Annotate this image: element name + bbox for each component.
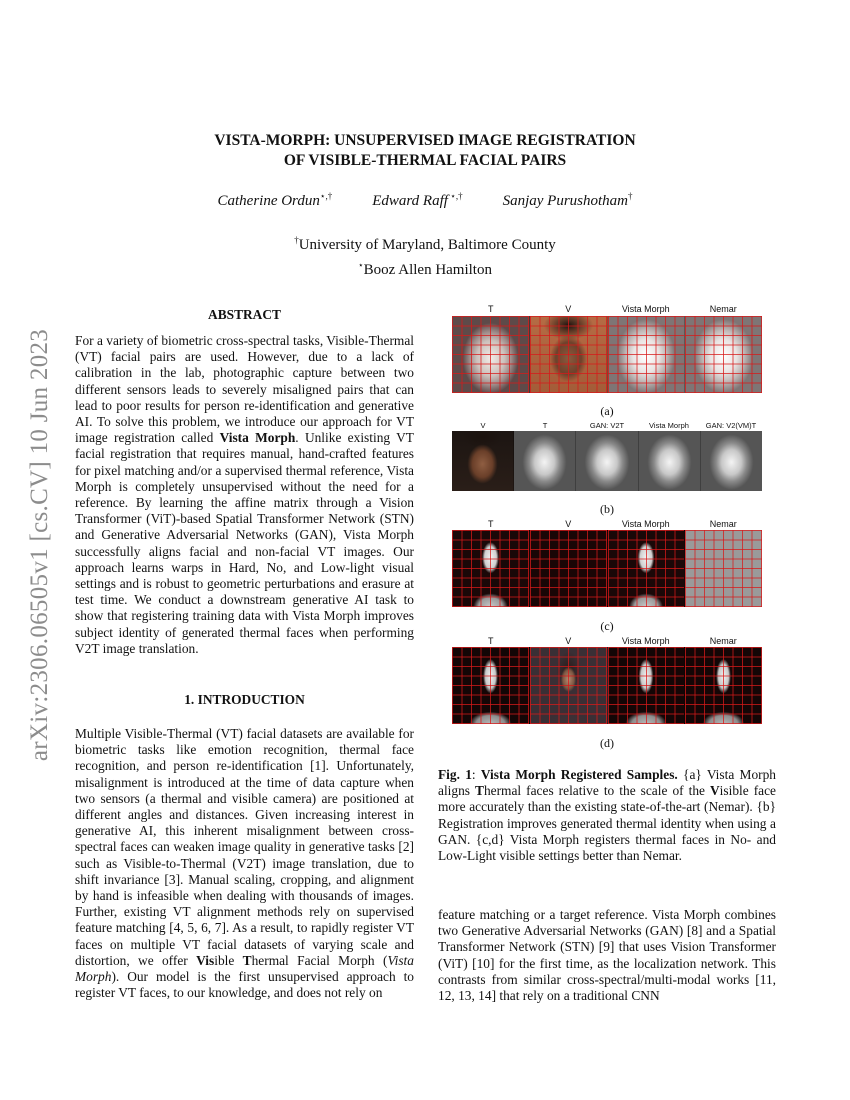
abstract-body bbox=[75, 333, 414, 657]
paper-title bbox=[0, 131, 850, 171]
panel-label: GAN: V2T bbox=[589, 421, 625, 430]
introduction-paragraph bbox=[75, 726, 414, 1001]
panel-label: Nemar bbox=[709, 636, 737, 646]
panel-label: T bbox=[488, 519, 494, 529]
affiliation bbox=[0, 230, 850, 255]
figure-caption-paragraph bbox=[438, 767, 776, 864]
panel-label: Vista Morph bbox=[621, 519, 670, 529]
author-name: Edward Raff bbox=[372, 193, 448, 209]
panel-label: T bbox=[488, 304, 494, 314]
intro-text-1: Multiple Visible-Thermal (VT) facial datasets are available for biometric tasks like emotion recognition, thermal face recognition, and person re-identification [1]. Unfortunately, misalignment is introduced at the time of data capture when two sensors (a thermal and visible camera) are positioned at different angles and distances. Given increasing interest in generative AI, this inherent misalignment between cross-spectral faces can weaken image quality in generative tasks [2] such as Visible-to-Thermal (V2T) image translation, due to shift invariance [3]. Manual scaling, cropping, and alignment by hand is infeasible when dealing with thousands of images. Further, existing VT alignment methods rely on supervised feature matching [4, 5, 6, 7]. As a result, to rapidly register VT faces on multiple VT facial datasets of varying scale and distortion, we offer bbox=[75, 726, 414, 968]
affiliation-mark: † bbox=[294, 235, 299, 245]
author-name: Sanjay Purushotham bbox=[502, 193, 628, 209]
author bbox=[503, 191, 633, 210]
thermal-body-image bbox=[452, 530, 530, 607]
panel-label: V bbox=[565, 519, 572, 529]
figure-caption-text-3: isible face more accurately than the existing state-of-the-art (Nemar). {b} Registration improves generated thermal identity when using a GAN. {c,d} Vista Morph registers thermal faces in No- and Low-Light visible settings better than Nemar. bbox=[438, 783, 776, 864]
vista-morph-body-image bbox=[608, 647, 686, 724]
panel-label: Nemar bbox=[709, 304, 737, 314]
title-line-2: OF VISIBLE-THERMAL FACIAL PAIRS bbox=[283, 152, 567, 169]
figure-label: Fig. 1 bbox=[438, 767, 472, 782]
author-marks: ⋆,† bbox=[447, 191, 463, 201]
abstract-text-1: For a variety of biometric cross-spectral tasks, Visible-Thermal (VT) facial pairs are used. However, due to a lack of calibration in the lab, photographic capture between two different sensors leads to severely misaligned pairs that can lead to poor results for person re-identification and generative AI. To solve this problem, we introduce our approach for VT image registration called bbox=[75, 333, 414, 446]
author-marks: † bbox=[628, 191, 633, 201]
thermal-face-image bbox=[514, 431, 576, 491]
vista-morph-face-image bbox=[639, 431, 701, 491]
row-c-labels bbox=[452, 519, 762, 529]
row-b-labels bbox=[452, 421, 762, 430]
abstract-text-2: . Unlike existing VT facial registration that requires manual, hand-crafted features for pixel matching and/or a supervised thermal reference, Vista Morph is completely unsupervised without the need for a reference. By learning the affine matrix through a Vision Transformer (ViT)-based Spatial Transformer Network (STN) and Generative Adversarial Networks (GAN), Vista Morph successfully aligns facial and non-facial VT images. Our approach learns warps in Hard, No, and Low-light visual settings and is robust to geometric perturbations and erasure at test time. We conduct a downstream generative AI task to show that registering training data with Vista Morph improves subject identity of generated thermal faces when performing V2T image translation. bbox=[75, 430, 414, 656]
row-b-caption: (b) bbox=[600, 502, 614, 516]
abstract-paragraph bbox=[75, 333, 414, 657]
visible-dark-image bbox=[530, 530, 608, 607]
arxiv-id: arXiv:2306.06505v1 [cs.CV] 10 Jun 2023 bbox=[26, 328, 54, 762]
figure-caption-colon: : bbox=[471, 767, 481, 782]
nemar-body-image bbox=[685, 530, 762, 607]
thermal-body-image bbox=[452, 647, 530, 724]
panel-label: T bbox=[488, 636, 494, 646]
author-marks: ⋆,† bbox=[319, 191, 333, 201]
row-d-images bbox=[452, 647, 762, 724]
author-name: Catherine Ordun bbox=[217, 193, 320, 209]
panel-label: V bbox=[565, 304, 572, 314]
row-c-caption: (c) bbox=[600, 619, 614, 633]
row-a-caption: (a) bbox=[600, 404, 614, 418]
visible-face-image bbox=[452, 431, 514, 491]
affiliations bbox=[0, 230, 850, 280]
row-d-caption: (d) bbox=[600, 736, 614, 750]
intro-text-4: ). Our model is the first unsupervised approach to register VT faces, to our knowledge, and does not rely on bbox=[75, 969, 414, 1001]
panel-label: Nemar bbox=[709, 519, 737, 529]
panel-label: Vista Morph bbox=[621, 304, 670, 314]
figure-caption-bold-1: T bbox=[475, 783, 484, 799]
abstract-bold-term: Vista Morph bbox=[219, 430, 296, 446]
introduction-body bbox=[75, 726, 414, 1001]
thermal-face-image bbox=[452, 316, 530, 393]
row-b-images bbox=[452, 431, 762, 491]
row-a-images bbox=[452, 316, 762, 393]
panel-label: T bbox=[542, 421, 548, 430]
author-list bbox=[0, 191, 850, 210]
intro-text-2: ible bbox=[214, 952, 243, 968]
row-d-labels bbox=[452, 636, 762, 646]
panel-label: V bbox=[565, 636, 572, 646]
arxiv-stamp bbox=[22, 295, 58, 795]
affiliation bbox=[0, 255, 850, 280]
nemar-body-image bbox=[685, 647, 762, 724]
introduction-heading: 1. INTRODUCTION bbox=[184, 692, 305, 707]
affiliation-name: University of Maryland, Baltimore County bbox=[298, 237, 556, 253]
right-column-body bbox=[438, 907, 776, 1004]
affiliation-name: Booz Allen Hamilton bbox=[363, 262, 492, 278]
figure-caption-text-1: {a} Vista Morph aligns bbox=[438, 767, 776, 799]
gan-v2t-face-image bbox=[576, 431, 638, 491]
panel-label: GAN: V2(VM)T bbox=[705, 421, 757, 430]
title-line-1: VISTA-MORPH: UNSUPERVISED IMAGE REGISTRATION bbox=[214, 132, 636, 149]
intro-bold-1: Vis bbox=[196, 952, 215, 968]
panel-label: Vista Morph bbox=[649, 421, 689, 430]
intro-bold-2: T bbox=[242, 952, 252, 968]
body-paragraph: feature matching or a target reference. Vista Morph combines two Generative Adversarial Networks (GAN) [8] and a Spatial Transformer Network (STN) [9] that uses Vision Transformer (ViT) [10] for the first time, as the localization network. This contrasts from similar cross-spectral/multi-modal works [11, 12, 13, 14] that rely on a traditional CNN bbox=[438, 907, 776, 1004]
gan-v2vmt-face-image bbox=[701, 431, 762, 491]
vista-morph-face-image bbox=[608, 316, 686, 393]
figure-caption-text-2: hermal faces relative to the scale of the bbox=[483, 783, 710, 799]
figure-caption-title: Vista Morph Registered Samples. bbox=[480, 767, 678, 782]
author bbox=[217, 191, 332, 210]
row-c-images bbox=[452, 530, 762, 607]
visible-lowlight-image bbox=[530, 647, 608, 724]
affiliation-mark: ⋆ bbox=[358, 260, 364, 270]
vista-morph-body-image bbox=[608, 530, 686, 607]
panel-label: V bbox=[480, 421, 486, 430]
panel-label: Vista Morph bbox=[621, 636, 670, 646]
row-a-labels bbox=[452, 304, 762, 314]
nemar-face-image bbox=[685, 316, 762, 393]
visible-face-image bbox=[530, 316, 608, 393]
intro-italic: Vista Morph bbox=[75, 952, 414, 985]
figure-caption bbox=[438, 767, 776, 864]
intro-text-3: hermal Facial Morph ( bbox=[251, 952, 388, 968]
figure-caption-bold-2: V bbox=[710, 783, 720, 799]
author bbox=[372, 191, 462, 210]
abstract-heading: ABSTRACT bbox=[208, 307, 281, 322]
